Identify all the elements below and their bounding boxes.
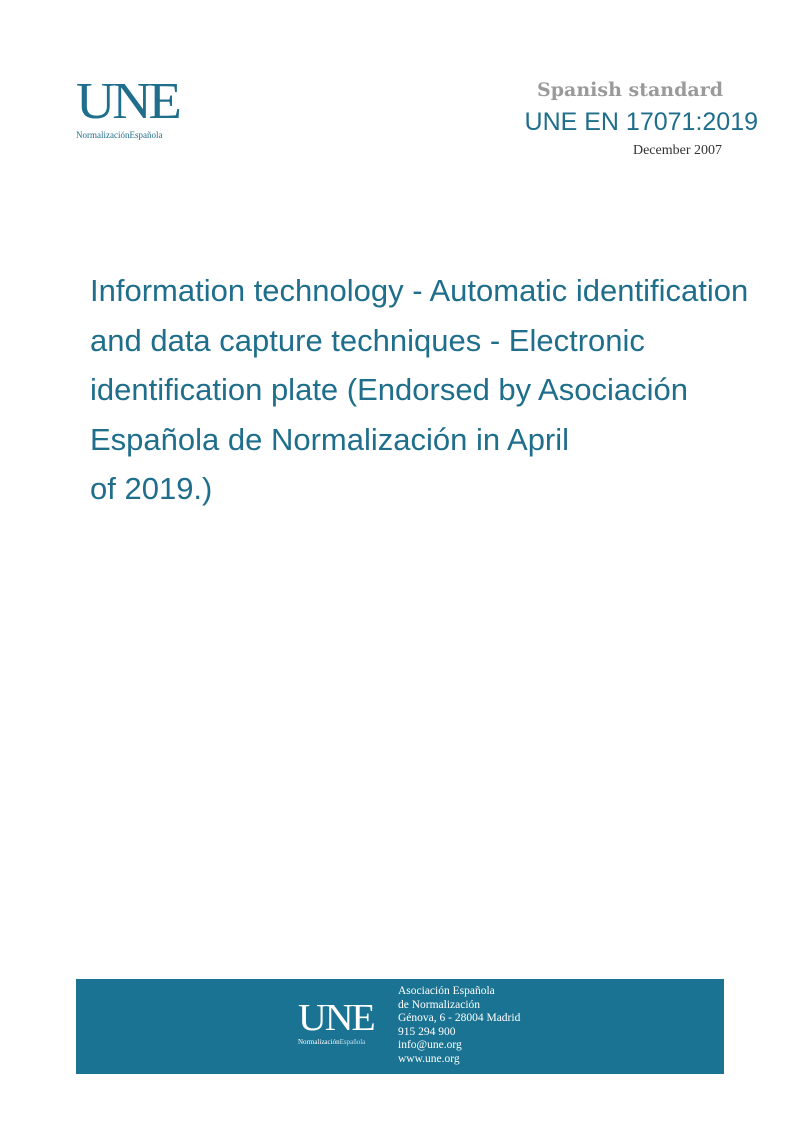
footer-une-logo (298, 999, 388, 1046)
footer-email-link[interactable]: info@une.org (398, 1039, 462, 1051)
title-line: identification plate (Endorsed by Asociación (90, 372, 688, 407)
footer-logo-tagline-primary: Normalización (298, 1038, 340, 1046)
footer-org-name-line1: Asociación Española (398, 985, 495, 997)
une-logo-tagline-primary: Normalización (76, 130, 130, 140)
standard-title (90, 266, 780, 514)
footer-logo-mark: UNE (298, 997, 374, 1039)
footer-website-link[interactable]: www.une.org (398, 1052, 460, 1065)
document-type: Spanish standard (537, 79, 723, 101)
footer-phone: 915 294 900 (398, 1025, 456, 1038)
publication-date: December 2007 (632, 143, 722, 158)
footer-address: Génova, 6 - 28004 Madrid (398, 1012, 521, 1024)
title-line: Española de Normalización in April (90, 421, 570, 457)
footer-contact-info (398, 985, 520, 1066)
une-logo (76, 73, 206, 140)
standard-code: UNE EN 17071:2019 (524, 108, 758, 136)
footer-logo-tagline (298, 1038, 388, 1046)
footer-org-name-line2: de Normalización (398, 998, 481, 1011)
footer-logo-tagline-secondary: Española (339, 1038, 366, 1046)
footer-banner (76, 979, 724, 1074)
title-line: Information technology - Automatic identification (90, 273, 749, 308)
une-logo-tagline-secondary: Española (129, 130, 163, 140)
une-logo-mark: UNE (76, 73, 179, 130)
title-line: and data capture techniques - Electronic (90, 322, 645, 358)
une-logo-tagline (76, 130, 206, 140)
title-line: of 2019.) (90, 471, 213, 506)
